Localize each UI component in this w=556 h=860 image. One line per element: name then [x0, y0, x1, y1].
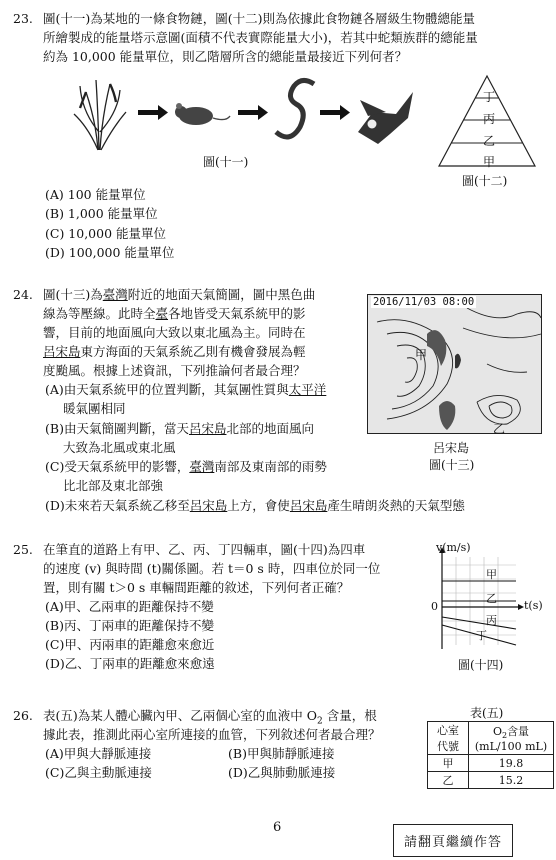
- answer-option[interactable]: (C)甲、丙兩車的距離愈來愈近: [45, 637, 215, 652]
- figure-caption: 圖(十三): [429, 458, 475, 472]
- series-label: 丙: [486, 614, 497, 627]
- pyramid-level: 乙: [483, 134, 496, 148]
- answer-option[interactable]: (B)丙、丁兩車的距離保持不變: [45, 618, 214, 633]
- answer-option-cont: 暖氣團相同: [63, 401, 126, 416]
- table-cell: 甲: [428, 755, 469, 772]
- rice-plant-icon: [74, 80, 126, 150]
- table-cell: 乙: [428, 772, 469, 789]
- answer-option[interactable]: (A) 100 能量單位: [45, 187, 146, 202]
- answer-option[interactable]: (C)乙與主動脈連接: [45, 765, 152, 780]
- question-text-line: 的速度 (v) 與時間 (t)關係圖。若 t＝0 s 時，四車位於同一位: [43, 561, 381, 576]
- answer-option-cont: 比北部及東北部強: [63, 478, 164, 493]
- page-number: 6: [273, 820, 282, 835]
- map-label: 乙: [493, 422, 506, 436]
- answer-option[interactable]: (B) 1,000 能量單位: [45, 206, 158, 221]
- question-text-line: 約為 10,000 能量單位，則乙階層所含的總能量最接近下列何者？: [43, 49, 408, 64]
- pyramid-level: 丙: [483, 112, 496, 126]
- pyramid-level: 丁: [483, 90, 496, 104]
- graph-xlabel: t(s): [524, 599, 543, 612]
- question-number: 23.: [13, 11, 33, 26]
- question-text-line: 據此表，推測此兩心室所連接的血管，下列敘述何者最合理？: [43, 727, 381, 742]
- arrow-icon: [238, 105, 268, 120]
- answer-option[interactable]: (B)由天氣簡圖判斷，當天呂宋島北部的地面風向: [45, 421, 314, 436]
- answer-option[interactable]: (A)甲與大靜脈連接: [45, 746, 152, 761]
- map-label: 甲: [415, 348, 428, 362]
- table-title: 表(五): [470, 706, 504, 720]
- answer-option[interactable]: (C)受天氣系統甲的影響，臺灣南部及東南部的雨勢: [45, 459, 327, 474]
- answer-option[interactable]: (D)乙與肺動脈連接: [228, 765, 336, 780]
- table-header-cell: 心室 代號: [428, 722, 469, 755]
- question-text-line: 圖(十三)為臺灣附近的地面天氣簡圖，圖中黑色曲: [43, 287, 316, 302]
- figure-caption: 圖(十二): [462, 174, 508, 188]
- graph-origin: 0: [431, 600, 438, 613]
- arrow-icon: [320, 105, 350, 120]
- figure-caption: 圖(十四): [458, 658, 504, 672]
- graph-ylabel: v(m/s): [436, 541, 471, 554]
- table-header-row: [428, 722, 554, 755]
- question-text-line: 呂宋島東方海面的天氣系統乙則有機會發展為輕: [43, 344, 306, 359]
- weather-map-figure: [367, 294, 542, 434]
- pyramid-level: 甲: [483, 155, 496, 169]
- figure-caption: 圖(十一): [203, 155, 249, 169]
- answer-option[interactable]: (C) 10,000 能量單位: [45, 226, 167, 241]
- answer-option[interactable]: (D) 100,000 能量單位: [45, 245, 175, 260]
- answer-option[interactable]: (A)甲、乙兩車的距離保持不變: [45, 599, 214, 614]
- question-text-line: 響，目前的地面風向大致以東北風為主。同時在: [43, 325, 306, 340]
- table-cell: 19.8: [469, 755, 554, 772]
- food-chain-figure: [68, 72, 418, 152]
- question-text-line: 線為等壓線。此時全臺各地皆受天氣系統甲的影: [43, 306, 306, 321]
- answer-option[interactable]: (D)未來若天氣系統乙移至呂宋島上方，會使呂宋島產生晴朗炎熱的天氣型態: [45, 498, 465, 513]
- oxygen-table: [427, 721, 554, 789]
- question-text-line: 所繪製成的能量塔示意圖(面積不代表實際能量大小)，若其中蛇類族群的總能量: [43, 30, 478, 45]
- map-timestamp: 2016/11/03 08:00: [373, 296, 475, 308]
- question-number: 24.: [13, 287, 33, 302]
- question-number: 25.: [13, 542, 33, 557]
- answer-option-cont: 大致為北風或東北風: [63, 440, 176, 455]
- series-label: 乙: [486, 592, 497, 605]
- question-text-line: 度颱風。根據上述資訊，下列推論何者最合理？: [43, 363, 306, 378]
- question-number: 26.: [13, 708, 33, 723]
- rat-icon: [175, 103, 230, 125]
- table-cell: 15.2: [469, 772, 554, 789]
- answer-option[interactable]: (A)由天氣系統甲的位置判斷，其氣團性質與太平洋: [45, 382, 327, 397]
- answer-option[interactable]: (D)乙、丁兩車的距離愈來愈遠: [45, 656, 215, 671]
- turn-page-note: 請翻頁繼續作答: [393, 824, 513, 857]
- table-header-cell: $O_2$含量 (mL/100 mL): [469, 722, 554, 755]
- answer-option[interactable]: (B)甲與肺靜脈連接: [228, 746, 335, 761]
- map-place-label: 呂宋島: [433, 441, 470, 455]
- table-row: [428, 772, 554, 789]
- question-text-line: 在筆直的道路上有甲、乙、丙、丁四輛車，圖(十四)為四車: [43, 542, 366, 557]
- question-text-line: 表(五)為某人體心臟內甲、乙兩個心室的血液中 $O_2$ 含量，根: [43, 708, 377, 727]
- series-label: 丁: [476, 629, 487, 642]
- question-text-line: 圖(十一)為某地的一條食物鏈，圖(十二)則為依據此食物鏈各層級生物體總能量: [43, 11, 476, 26]
- table-row: [428, 755, 554, 772]
- snake-icon: [276, 80, 314, 137]
- question-text-line: 置，則有關 t＞0 s 車輛間距離的敘述，下列何者正確？: [43, 580, 350, 595]
- arrow-icon: [138, 105, 168, 120]
- series-label: 甲: [486, 568, 497, 581]
- eagle-icon: [358, 92, 413, 144]
